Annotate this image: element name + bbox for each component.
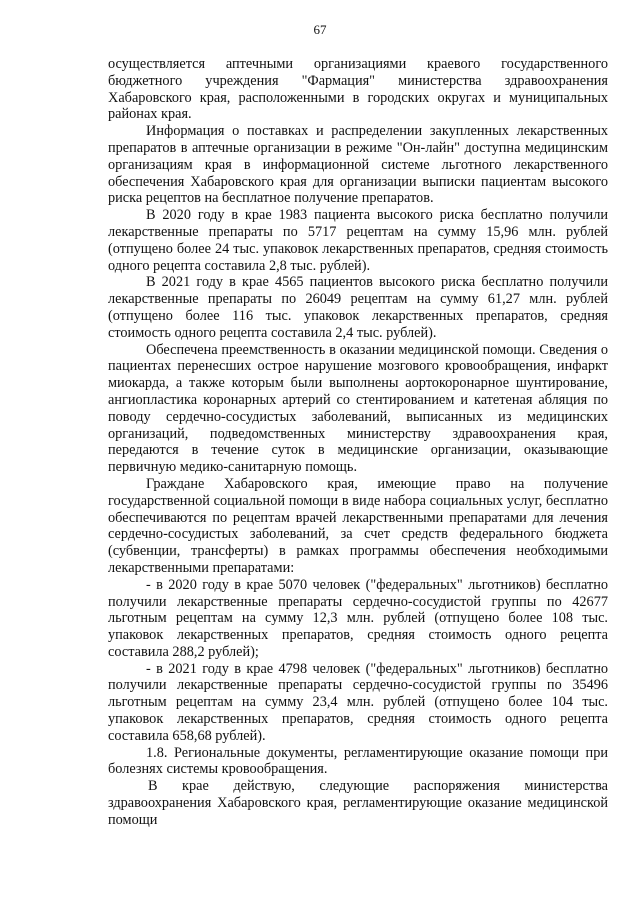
page-body [108,56,608,829]
section-heading-1-8: 1.8. Региональные документы, регламентирующие оказание помощи при болезнях системы кровообращения. [108,744,608,778]
paragraph-2021-high-risk: В 2021 году в крае 4565 пациентов высокого риска бесплатно получили лекарственные препараты по 26049 рецептам на сумму 61,27 млн. рублей (отпущено более 116 тыс. упаковок лекарственных препаратов, средняя стоимость одного рецепта составила 2,4 тыс. рублей). [108,274,608,341]
page-number: 67 [313,22,327,37]
paragraph-continuity-of-care: Обеспечена преемственность в оказании медицинской помощи. Сведения о пациентах перенесших острое нарушение мозгового кровообращения, инфаркт миокарда, а также которым были выполнены аортокоронарное шунтирование, ангиопластика коронарных артерий со стентированием и катетеная абляция по поводу сердечно-сосудистых заболеваний, выписанных из медицинских организаций, подведомственных министерству здравоохранения края, передаются в течение суток в медицинские организации, оказывающие первичную медико-санитарную помощь. [108,341,608,476]
paragraph-2020-high-risk: В 2020 году в крае 1983 пациента высокого риска бесплатно получили лекарственные препараты по 5717 рецептам на сумму 15,96 млн. рублей (отпущено более 24 тыс. упаковок лекарственных препаратов, средняя стоимость одного рецепта составила 2,8 тыс. рублей). [108,207,608,274]
paragraph-continuation: осуществляется аптечными организациями краевого государственного бюджетного учреждения "Фармация" министерства здравоохранения Хабаровского края, расположенными в городских округах и муниципальных районах края. [108,56,608,123]
paragraph-online-info: Информация о поставках и распределении закупленных лекарственных препаратов в аптечные организации в режиме "Он-лайн" доступна медицинским организациям края в информационной системе льготного лекарственного обеспечения Хабаровского края для организации выписки пациентам высокого риска рецептов на бесплатное получение препаратов. [108,123,608,207]
paragraph-federal-beneficiaries: Граждане Хабаровского края, имеющие право на получение государственной социальной помощи в виде набора социальных услуг, бесплатно обеспечиваются по рецептам врачей лекарственными препаратами для лечения сердечно-сосудистых заболеваний, за счет средств федерального бюджета (субвенции, трансферты) в рамках программы обеспечения необходимыми лекарственными препаратами: [108,475,608,576]
paragraph-regional-orders: В крае действую, следующие распоряжения министерства здравоохранения Хабаровского края, регламентирующие оказание медицинской помощи [108,778,608,828]
list-item-2021: - в 2021 году в крае 4798 человек ("федеральных" льготников) бесплатно получили лекарственные препараты сердечно-сосудистой группы по 35496 льготным рецептам на сумму 23,4 млн. рублей (отпущено более 104 тыс. упаковок лекарственных препаратов, средняя стоимость одного рецепта составила 658,68 рублей). [108,660,608,744]
list-item-2020: - в 2020 году в крае 5070 человек ("федеральных" льготников) бесплатно получили лекарственные препараты сердечно-сосудистой группы по 42677 льготным рецептам на сумму 12,3 млн. рублей (отпущено более 108 тыс. упаковок лекарственных препаратов, средняя стоимость одного рецепта составила 288,2 рублей); [108,576,608,660]
